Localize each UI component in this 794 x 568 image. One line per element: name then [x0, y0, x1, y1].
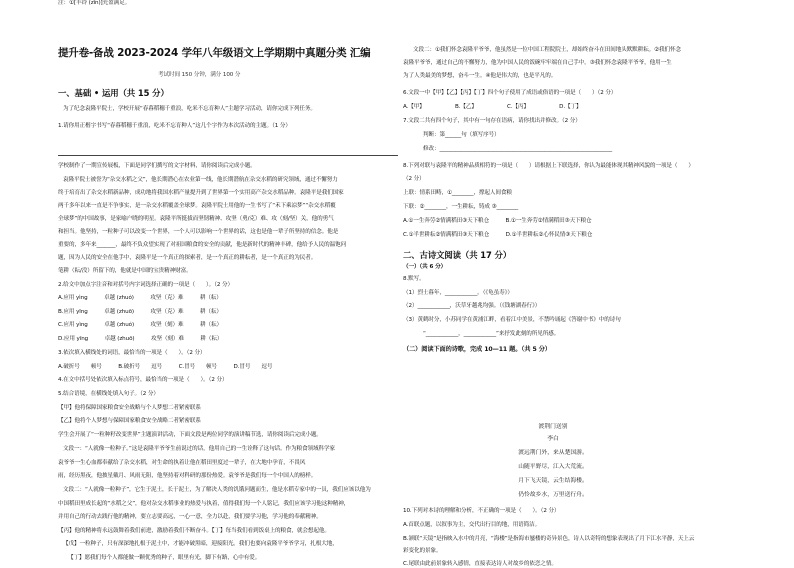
- right-text-line: （2 分）: [403, 176, 425, 182]
- left-text-line: 学校制作了一期宣传展板，下面是同学们撰写的文字材料，请你阅读后完成小题。: [58, 163, 256, 169]
- right-text-line: 修改：________________________________________________________________: [423, 146, 613, 152]
- left-text-line: 两千多年以来一直是不争事实，是一杂交水稻覆盖全球梦。袁隆平院士用他的一生书写了“禾下乘凉梦”“杂交水稻覆: [58, 203, 336, 209]
- left-text-line: 并用自己的行动去践行他的精神，要立志要高远，一心一意，全力以赴，我们要学习他，学习他的奉献精神。: [58, 514, 322, 520]
- left-text-line: 【戊】一粒种子，只有深深地扎根于泥土中，才能冲破黑暗，迎接阳光。我们也要向袁隆平爷爷学习，扎根大地，: [63, 541, 338, 547]
- right-text-line: A.①一生奔劳②情满稻田③天下粮仓 B.①一生奔劳②情满稻田③天下粮仓: [403, 218, 592, 224]
- left-text-line: 重要的，多年来_______，最终不负众望实现了对祖国粮食的安全的贡献，他是新时代的精神丰碑，他给予人民的温饱问: [58, 242, 347, 248]
- right-text-line: （一）（共 6 分）: [403, 264, 447, 270]
- left-text-line: 【乙】他将个人梦想与保障国家粮食安全战略二者紧密联系: [58, 418, 201, 424]
- right-text-line: （3）黄鹤时分，小苏同学在黄浦江畔，看着江中美景，不禁吟诵起《答谢中书》中的诗句: [403, 317, 621, 323]
- left-text-line: 【甲】他将保障国家粮食安全战略与个人梦想二者紧密联系: [58, 405, 201, 411]
- left-text-line: C.应用 yìnɡ 卓越 (zhuó) 攻坚（刻）难 耕（耘）: [58, 322, 222, 328]
- left-text-line: 【丁】愿我们每个人都能做一颗优秀的种子，眼里有光，脚下有路，心中有爱。: [68, 555, 261, 561]
- left-text-line: 文段二：“人就像一粒种子”，它生于泥土，长于泥土，为了解决人类的饥饿问题而生，他是水稻专家中的一员，我们应该以他为: [63, 487, 371, 493]
- right-text-line: 8.下列对联与袁隆平的精神品质相符的一项是（ ）请根据上下联选择，你认为最能体现其精神风貌的一项是（ ）: [403, 163, 694, 169]
- poem-line: 渡远荆门外，来从楚国游。: [518, 450, 588, 456]
- right-text-line: 7.文段二共有四个句子，其中有一句存在语病，请你找出并修改。（2 分）: [403, 118, 581, 124]
- left-text-line: B.应用 yīnɡ 卓越 (zhuō) 攻坚（克）难 耕（耘）: [58, 309, 222, 315]
- right-text-line: 下联：②________，一生耕耘，铸成 ③________: [403, 204, 519, 210]
- right-text-line: C.①半世耕耘②情满稻田③天下粮仓 D.①半世耕耘②心怀民情③天下粮仓: [403, 232, 593, 238]
- poem-line: 仍怜故乡水，万里送行舟。: [518, 492, 588, 498]
- left-text-line: 全球梦”的中国故事，是家喻户晓的明星。袁隆平所挺拔而坚韧精神、攻坚（勇/克）难、攻（刻/坚）关，他的勇气: [58, 216, 334, 222]
- left-text-line: 为了纪念袁隆平院士，学校开展“春暮稻穗千重浪，吃米不忘育种人”主题学习活动，请你完成下列任务。: [63, 106, 316, 112]
- section-heading-basic: 一、基础 • 运用（共 15 分）: [58, 88, 169, 98]
- question-line: A.首联点题，以叙事为主，交代出行目的地，用语简洁。: [403, 522, 541, 528]
- left-text-line: 3.依次填入横线处的词语，最恰当的一项是（ ）。（2 分）: [58, 350, 206, 356]
- poem-line: 月下飞天镜，云生结海楼。: [518, 478, 588, 484]
- left-text-line: 中国稻田里成长起的“水稻之父”，他对杂交水稻事业的热爱与执着，值得我们每一个人铭记，我们应该学习他这种精神，: [58, 501, 350, 507]
- poem-author: 李白: [547, 436, 559, 442]
- question-line: B.颔联“天镜”是指映入水中的月亮，“海楼”是指海市蜃楼的奇异景色，诗人以奇特的想象表现出了月下江水平静，天上云: [403, 536, 695, 542]
- right-text-line: （2）____________，沃草牙越兆均强。（《钱塘湖春行》）: [403, 303, 541, 309]
- left-text-line: 文段一：“人就像一粒种子。”这是袁隆平爷爷生前说过的话，他用自己的一生诠释了这句话。作为粮食领域科学家: [63, 446, 335, 452]
- left-text-line: 5.结合语境，在横线处填入句子。（2 分）: [58, 391, 159, 397]
- left-text-line: A.破折号 顿号 B.破折号 逗号 C.冒号 顿号 D.冒号 逗号: [58, 364, 273, 370]
- left-text-line: 袁爷爷一生心血都奉献给了杂交水稻，对生命的执着让他在稻田里度过一辈子，在大地中孕育，不畏风: [58, 460, 306, 466]
- question-line: C.尾联由此前景象转入感情，直接表达诗人对故乡的依恋之情。: [403, 561, 557, 567]
- right-text-line: 为了人类最美的梦想，奋斗一生。④他是伟大的，也是平凡的。: [403, 73, 557, 79]
- right-text-line: 文段二：①我们怀念袁隆平爷爷，他虽然是一位中国工程院院士，却始终奋斗在田间地头默默耕耘。②我们怀念: [413, 47, 682, 53]
- left-text-line: 和担当。他坚持，一粒种子可以改变一个世界，一个人可以影响一个世界的话，这也是他一辈子所坚持的信念。他是: [58, 229, 339, 235]
- question-line: 10.下列对本诗的理解和分析，不正确的一项是（ ）。（2 分）: [403, 508, 560, 514]
- right-text-line: 袁隆平爷爷，通过自己的不懈努力，他为中国人民的饭碗牢牢端在自己手中。③我们怀念袁隆平爷爷，他用一生: [403, 60, 672, 66]
- left-text-line: 题，因为人民的安全在他手中，袁隆平是一个真正的探索者，是一个真正的耕耘者，是一个真正的为民者。: [58, 255, 317, 261]
- left-text-line: 袁隆平院士被誉为“杂交水稻之父”，他长期潜心在农业第一线，他长期潜航在杂交水稻的研究领域，通过不懈努力: [63, 177, 338, 183]
- right-text-line: 8.默写。: [403, 276, 425, 282]
- left-text-line: 终于培育出了杂交水稻新品种，成功地将我国水稻产量提升到了世界第一个实用高产杂交水稻品种。袁隆平是我们国家: [58, 190, 344, 196]
- right-text-line: A.【甲】 B.【乙】 C.【丙】 D.【丁】: [403, 104, 582, 110]
- right-text-line: （二）阅读下面的诗歌，完成 10—11 题。（共 5 分）: [403, 346, 551, 353]
- left-text-line: 雨，经历黑夜，他披星戴月、风雨无阻，他坚持着对科研的那份热爱。袁爷爷是我们每一个中国人的榜样。: [58, 473, 317, 479]
- writing-line: [58, 155, 398, 156]
- right-text-line: “____________，____________”来抒发此刻的所见所感。: [423, 331, 560, 337]
- left-text-line: 学生会开展了“一粒种籽改变世界”主题演讲活动，下面文段是两位同学的演讲稿节选，请你阅读后完成小题。: [58, 432, 322, 438]
- left-text-line: 笔耕（耘/没）所留下的，他就是中国的宝贵精神财富。: [58, 268, 192, 274]
- right-text-line: 6.文段一中【甲】【乙】【丙】【丁】四个句子使用了成语或俗语的一项是（ ）（2 分）: [403, 90, 617, 96]
- left-text-line: 【丙】他的精神将永远鼓舞着我们前进，激励着我们不断奋斗。【丁】每当我们看到饭桌上的粮食，就会想起他。: [58, 528, 330, 534]
- left-text-line: 注：①[丰铃 (zīn)]充盈满足。: [58, 0, 131, 6]
- left-text-line: 1.请你用正楷字书写“春暮稻穗千重浪，吃米不忘育种人”这几个字作为本次活动的主题。（1 分）: [58, 123, 291, 129]
- poem-line: 山随平野尽，江入大荒流。: [518, 464, 588, 470]
- right-text-line: 上联：情系田畴，①________，撑起人间食粮: [403, 190, 512, 196]
- exam-info: 考试时间 150 分钟，满分 100 分: [158, 72, 241, 78]
- left-text-line: A.应用 yìnɡ 卓越 (zhuó) 攻坚（克）难 耕（耘）: [58, 295, 222, 301]
- document-title: 提升卷-备战 2023-2024 学年八年级语文上学期期中真题分类 汇编: [58, 47, 371, 59]
- right-text-line: （1）烈士暮年，____________。（《龟虽寿》）: [403, 290, 513, 296]
- poem-title: 渡荆门送别: [538, 424, 568, 430]
- left-text-line: D.应用 yīnɡ 卓越 (zhuō) 攻坚（刻）难 耕（耘）: [58, 336, 223, 342]
- right-text-line: 判断：第______句（填写序号）: [423, 132, 500, 138]
- left-text-line: 2.给文中加点字注音和对括号内字词选择正确的一项是（ ）。（2 分）: [58, 282, 233, 288]
- right-text-line: 二、古诗文阅读（共 17 分）: [403, 250, 512, 260]
- question-line: 彩变化的景象。: [403, 548, 442, 554]
- left-text-line: 4.在文中括号处依次填入标点符号，最恰当的一项是（ ）。（2 分）: [58, 377, 228, 383]
